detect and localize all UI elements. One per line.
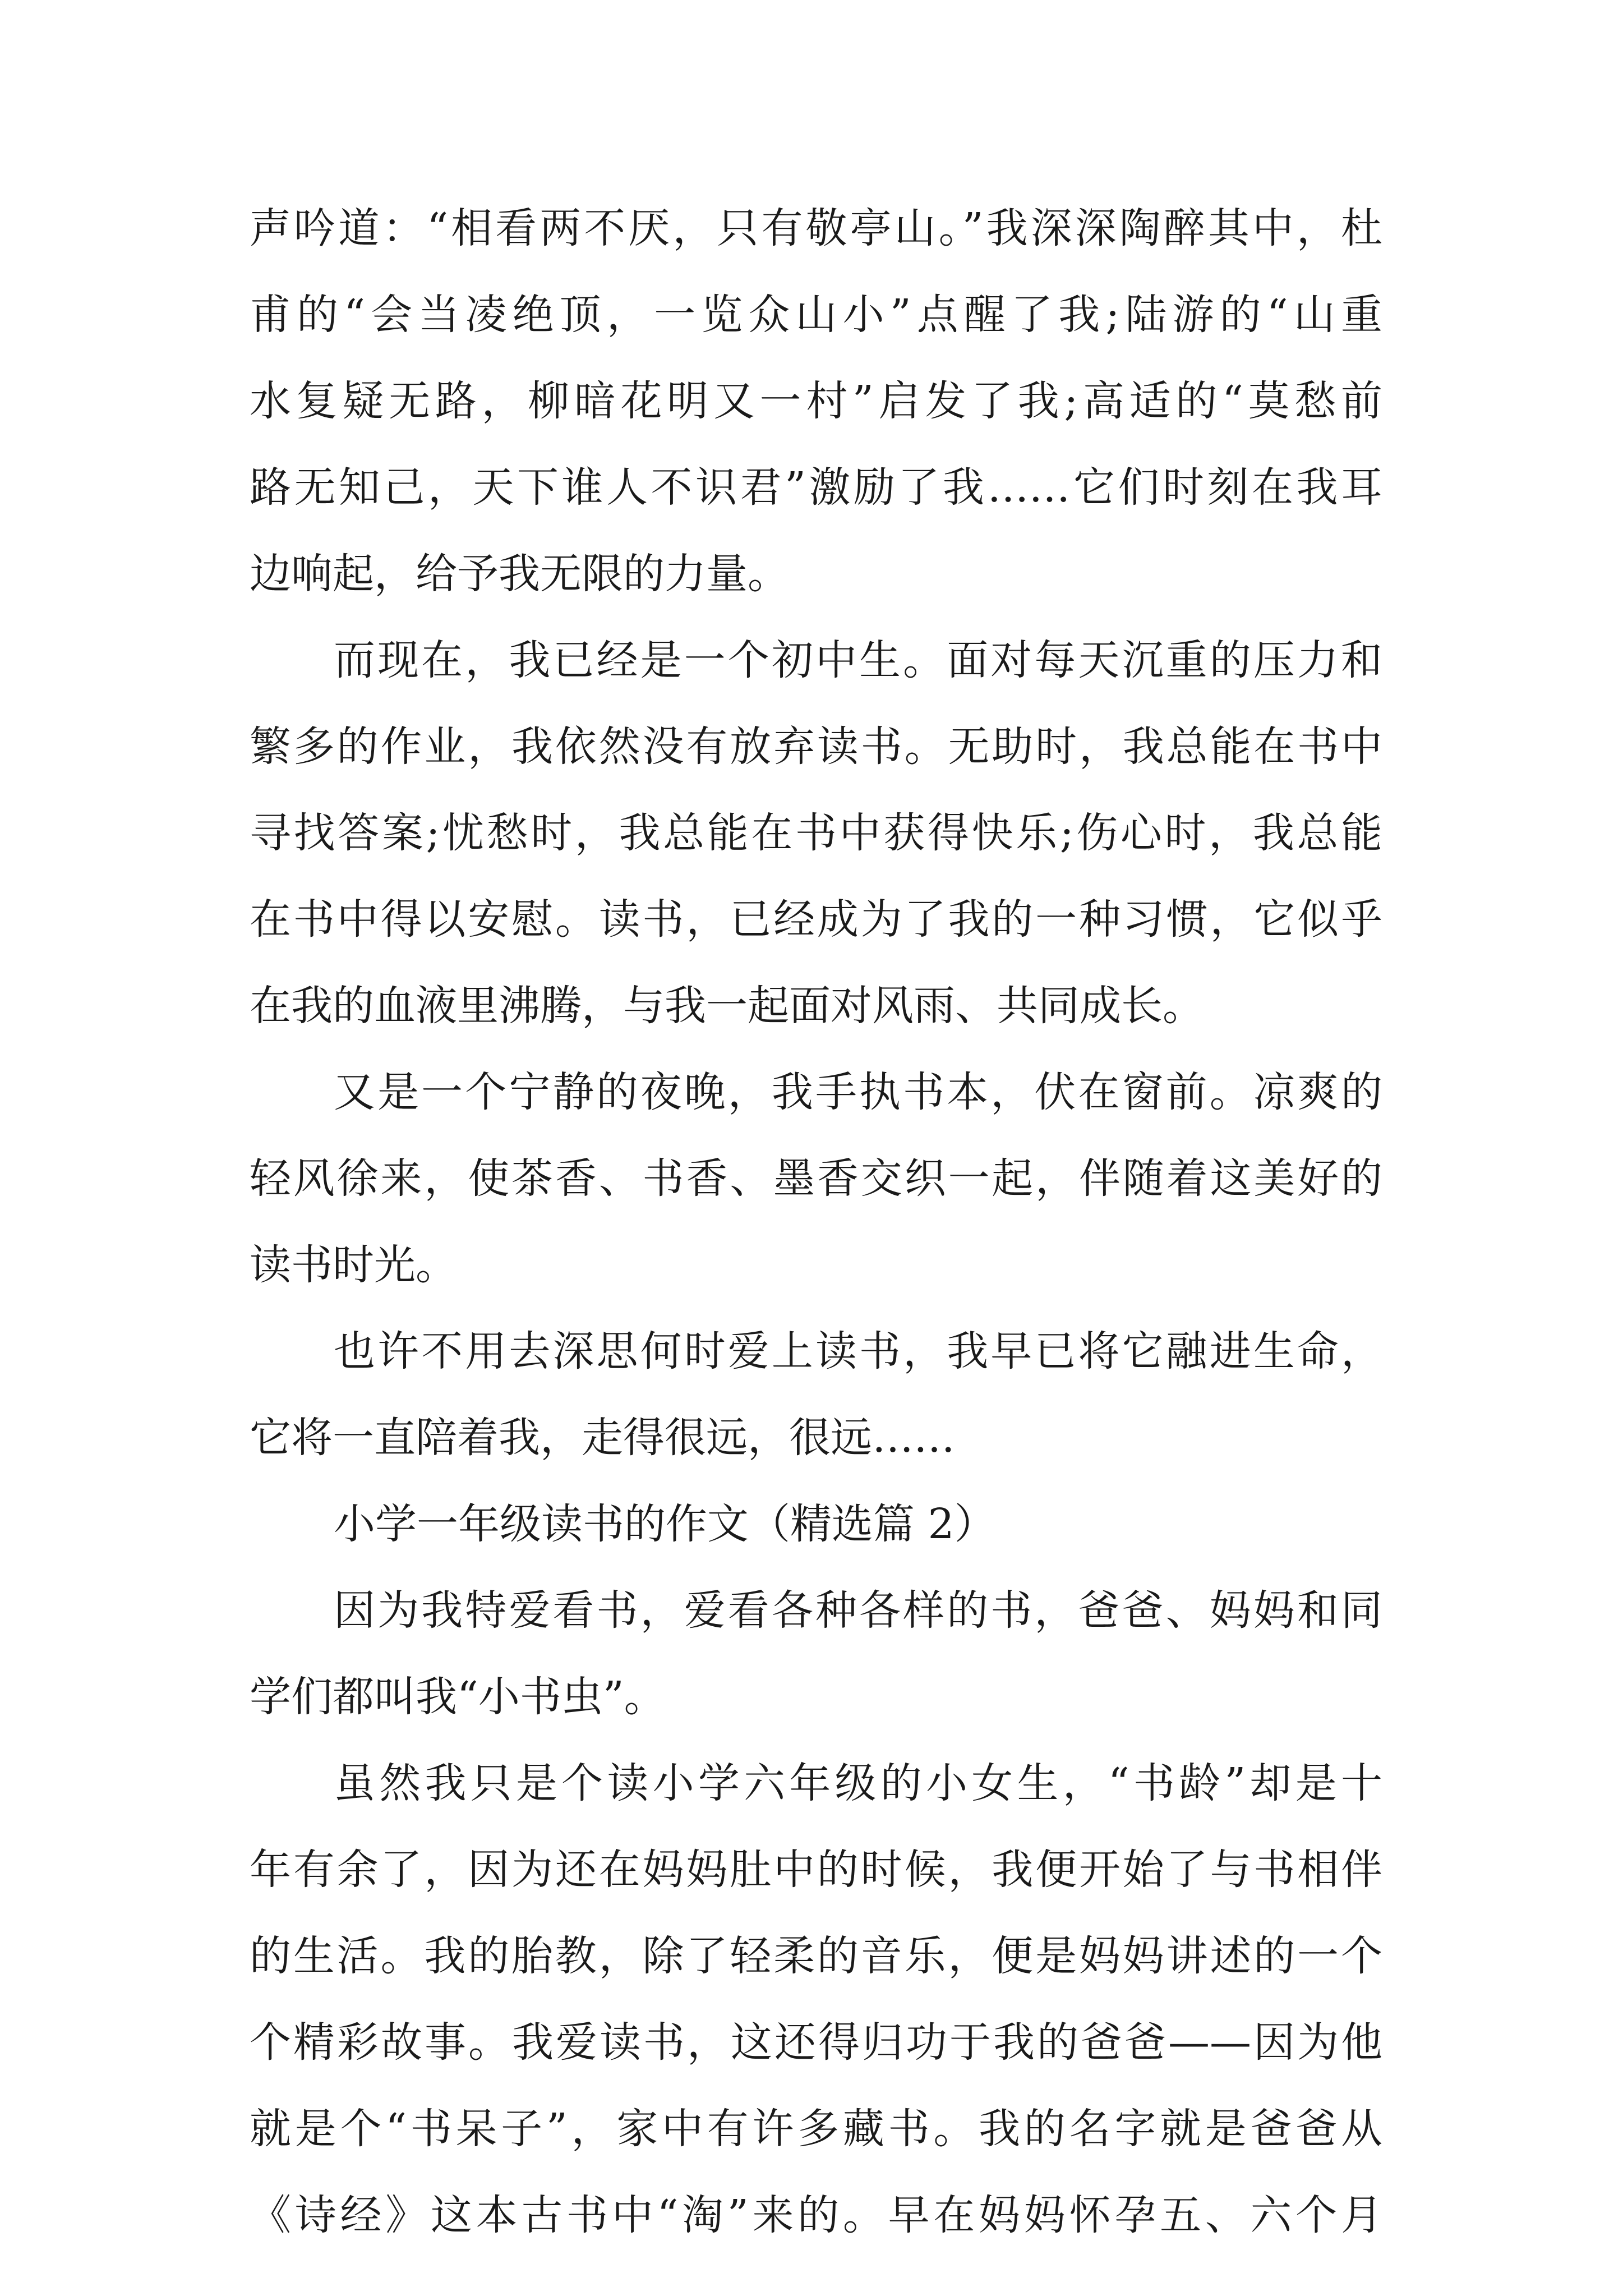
text-line: 读书时光。 [250, 1241, 457, 1289]
text-line: 它将一直陪着我，走得很远，很远…… [250, 1414, 955, 1462]
text-line: 学们都叫我“小书虫”。 [250, 1673, 666, 1721]
text-line: 就是个“书呆子”，家中有许多藏书。我的名字就是爸爸从 [250, 2105, 1382, 2153]
section-heading: 小学一年级读书的作文（精选篇 2） [334, 1500, 996, 1548]
text-line: 路无知己，天下谁人不识君”激励了我……它们时刻在我耳 [250, 463, 1382, 512]
text-line: 的生活。我的胎教，除了轻柔的音乐，便是妈妈讲述的一个 [250, 1932, 1382, 1980]
body-text [250, 185, 1382, 2258]
text-line: 甫的“会当凌绝顶，一览众山小”点醒了我;陆游的“山重 [250, 291, 1382, 339]
paragraph-start-line: 而现在，我已经是一个初中生。面对每天沉重的压力和 [334, 636, 1382, 684]
text-line: 繁多的作业，我依然没有放弃读书。无助时，我总能在书中 [250, 723, 1382, 771]
text-line: 声吟道：“相看两不厌，只有敬亭山。”我深深陶醉其中，杜 [250, 204, 1382, 252]
text-line: 年有余了，因为还在妈妈肚中的时候，我便开始了与书相伴 [250, 1846, 1382, 1894]
paragraph-start-line: 也许不用去深思何时爱上读书，我早已将它融进生命， [334, 1327, 1382, 1375]
text-line: 个精彩故事。我爱读书，这还得归功于我的爸爸——因为他 [250, 2018, 1382, 2067]
text-line: 在我的血液里沸腾，与我一起面对风雨、共同成长。 [250, 982, 1204, 1030]
text-line: 边响起，给予我无限的力量。 [250, 550, 789, 598]
text-line: 在书中得以安慰。读书，已经成为了我的一种习惯，它似乎 [250, 895, 1382, 944]
text-line: 《诗经》这本古书中“淘”来的。早在妈妈怀孕五、六个月 [250, 2191, 1382, 2239]
text-line: 寻找答案;忧愁时，我总能在书中获得快乐;伤心时，我总能 [250, 809, 1382, 857]
text-line: 轻风徐来，使茶香、书香、墨香交织一起，伴随着这美好的 [250, 1154, 1382, 1203]
text-line: 水复疑无路，柳暗花明又一村”启发了我;高适的“莫愁前 [250, 377, 1382, 425]
paragraph-start-line: 又是一个宁静的夜晚，我手执书本，伏在窗前。凉爽的 [334, 1068, 1382, 1116]
paragraph-start-line: 虽然我只是个读小学六年级的小女生，“书龄”却是十 [334, 1759, 1382, 1807]
paragraph-start-line: 因为我特爱看书，爱看各种各样的书，爸爸、妈妈和同 [334, 1586, 1382, 1635]
